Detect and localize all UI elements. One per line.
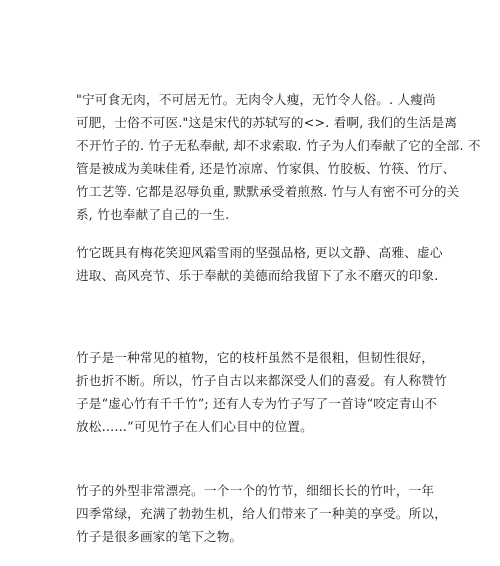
paragraph-4 — [76, 479, 448, 548]
paragraph-line: 可肥，士俗不可医."这是宋代的苏轼写的<>. 看啊, 我们的生活是离 — [76, 115, 458, 130]
paragraph-line: 竹工艺等. 它都是忍辱负重, 默默承受着煎熬. 竹与人有密不可分的关 — [76, 184, 460, 199]
paragraph-line: 放松……”可见竹子在人们心目中的位置。 — [76, 419, 313, 434]
paragraph-line: 子是“虚心竹有千千竹”; 还有人专为竹子写了一首诗“咬定青山不 — [76, 396, 438, 411]
paragraph-3 — [76, 346, 448, 438]
paragraph-line: 竹它既具有梅花笑迎风霜雪雨的坚强品格, 更以文静、高雅、虚心 — [76, 245, 443, 260]
paragraph-line: 不开竹子的. 竹子无私奉献, 却不求索取. 竹子为人们奉献了它的全部. 不 — [76, 138, 481, 153]
paragraph-line: 竹子是一种常见的植物，它的枝杆虽然不是很粗，但韧性很好， — [76, 350, 435, 365]
paragraph-line: 进取、高风亮节、乐于奉献的美德而给我留下了永不磨灭的印象. — [76, 268, 439, 283]
paragraph-1 — [76, 88, 481, 226]
paragraph-line: 系, 竹也奉献了自己的一生. — [76, 207, 230, 222]
paragraph-line: 折也折不断。所以，竹子自古以来都深受人们的喜爱。有人称赞竹 — [76, 373, 448, 388]
paragraph-2 — [76, 241, 443, 287]
paragraph-line: 竹子的外型非常漂亮。一个一个的竹节，细细长长的竹叶，一年 — [76, 483, 435, 498]
paragraph-line: "宁可食无肉，不可居无竹。无肉令人瘦，无竹令人俗。. 人瘦尚 — [76, 92, 436, 107]
paragraph-line: 四季常绿，充满了勃勃生机，给人们带来了一种美的享受。所以， — [76, 506, 448, 521]
paragraph-line: 管是被成为美味佳肴, 还是竹凉席、竹家俱、竹胶板、竹筷、竹厅、 — [76, 161, 456, 176]
paragraph-line: 竹子是很多画家的笔下之物。 — [76, 529, 243, 544]
